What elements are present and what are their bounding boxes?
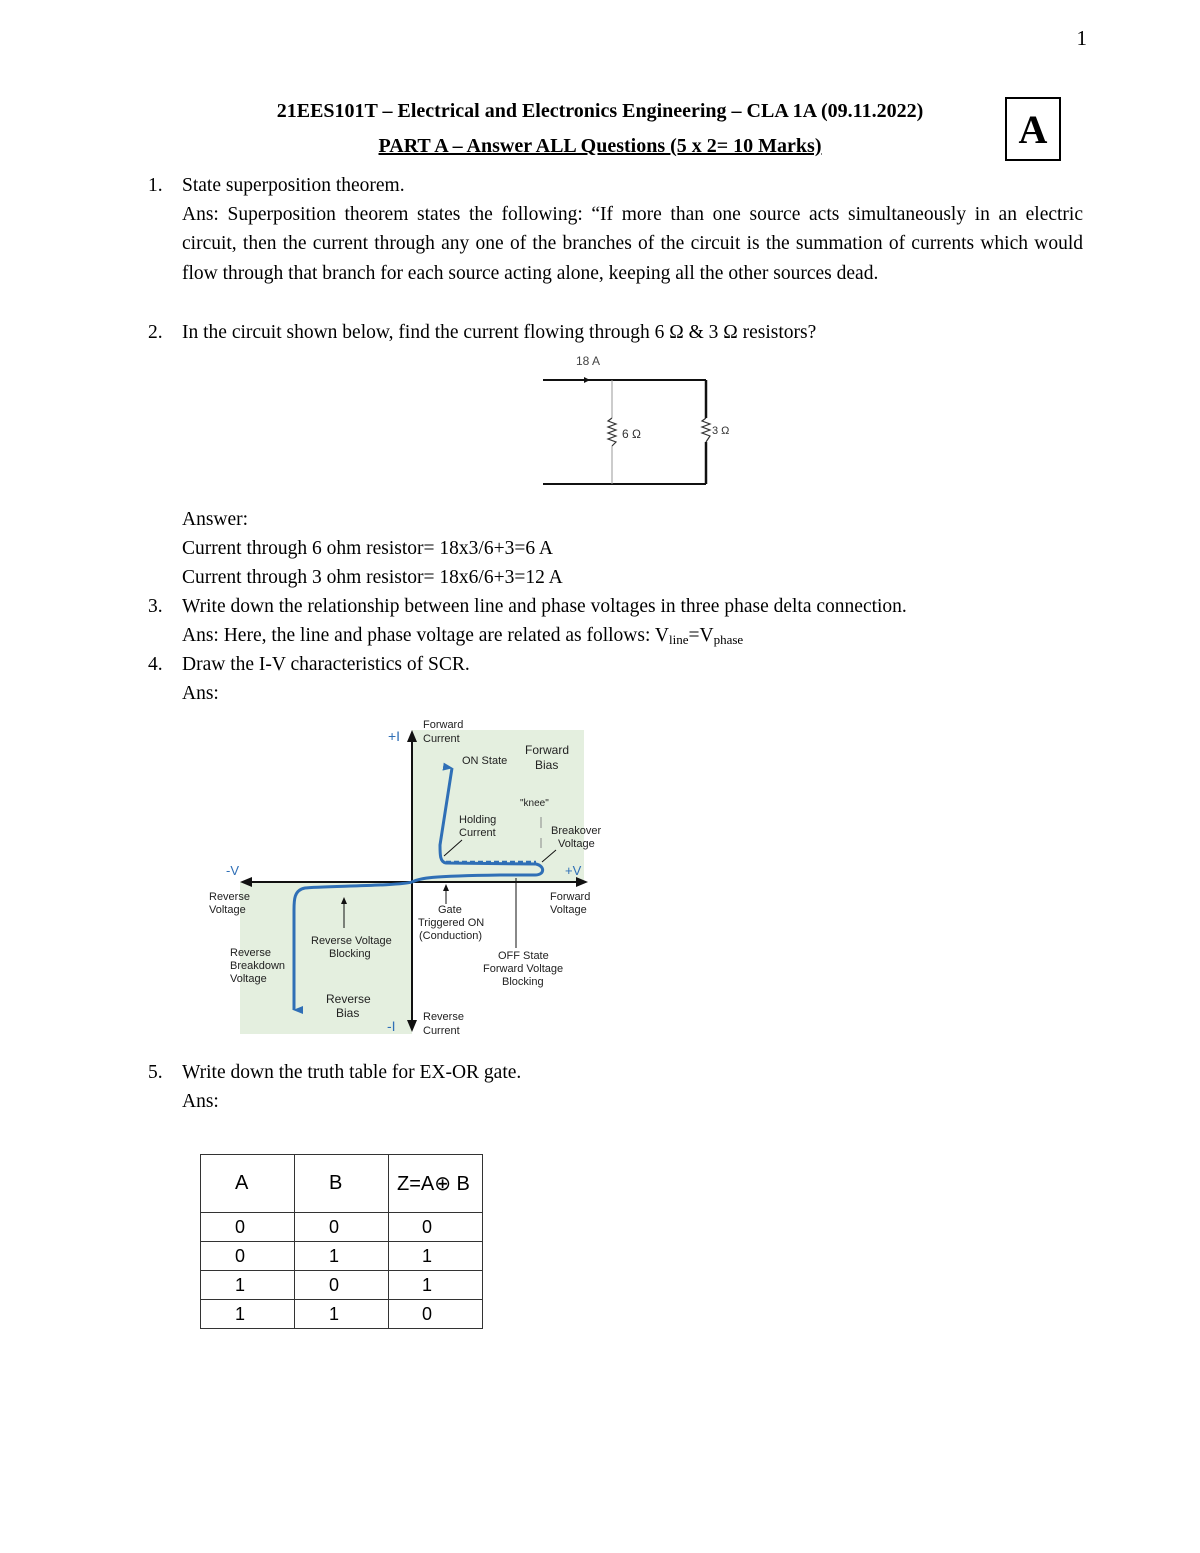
reverse-breakdown-label-3: Voltage xyxy=(230,973,267,985)
q3-question: Write down the relationship between line and phase voltages in three phase delta connection. xyxy=(182,596,907,617)
reverse-current-label-1: Reverse xyxy=(423,1011,464,1023)
header-b: B xyxy=(295,1155,389,1213)
resistor-6-ohm-icon xyxy=(608,418,616,446)
q5-answer-label: Ans: xyxy=(182,1091,219,1112)
forward-voltage-label-2: Voltage xyxy=(550,904,587,916)
on-state-label: ON State xyxy=(462,755,508,767)
knee-label: "knee" xyxy=(520,798,549,809)
q1-answer: Ans: Superposition theorem states the following: “If more than one source acts simultaneously in an electric circuit, then the current through any one of the branches of the circuit is the summation of currents which would flow through that branch for each source acting alone, keeping all the other sources dead. xyxy=(182,204,1083,284)
current-arrow-icon xyxy=(584,377,590,383)
reverse-bias-label-2: Bias xyxy=(336,1006,360,1020)
cell-b: 1 xyxy=(295,1242,389,1271)
exam-title: 21EES101T – Electrical and Electronics Engineering – CLA 1A (09.11.2022) xyxy=(276,100,924,122)
off-state-label-1: OFF State xyxy=(498,950,549,962)
part-heading: PART A – Answer ALL Questions (5 x 2= 10 Marks) xyxy=(378,135,822,157)
table-row xyxy=(201,1271,483,1300)
table-header-row xyxy=(201,1155,483,1213)
cell-z: 0 xyxy=(389,1300,483,1329)
reverse-voltage-label-2: Voltage xyxy=(209,904,246,916)
page-number: 1 xyxy=(1076,26,1087,50)
question-set-box: A xyxy=(1005,97,1061,161)
cell-z: 1 xyxy=(389,1242,483,1271)
plus-i-label: +I xyxy=(388,728,401,744)
q1-question: State superposition theorem. xyxy=(182,175,405,196)
cell-b: 0 xyxy=(295,1271,389,1300)
off-state-label-2: Forward Voltage xyxy=(483,963,564,975)
cell-b: 0 xyxy=(295,1213,389,1242)
gate-triggered-label-2: Triggered ON xyxy=(418,917,485,929)
gate-triggered-label-3: (Conduction) xyxy=(419,930,482,942)
exor-truth-table xyxy=(200,1154,483,1329)
q3-answer: Ans: Here, the line and phase voltage are related as follows: $V_{line}=V_{phase}$ xyxy=(182,625,744,647)
circuit-source-label: 18 A xyxy=(576,354,601,368)
holding-current-label-1: Holding xyxy=(459,814,497,826)
off-state-label-3: Blocking xyxy=(502,976,544,988)
gate-pointer-arrow-icon xyxy=(443,884,449,891)
breakover-voltage-label-1: Breakover xyxy=(551,825,602,837)
gate-triggered-label-1: Gate xyxy=(438,904,462,916)
cell-z: 0 xyxy=(389,1213,483,1242)
table-row xyxy=(201,1213,483,1242)
circuit-diagram xyxy=(540,348,750,490)
forward-bias-label-1: Forward xyxy=(525,743,570,757)
q2-question: In the circuit shown below, find the current flowing through 6 Ω & 3 Ω resistors? xyxy=(182,322,817,343)
forward-current-label-1: Forward xyxy=(423,719,464,731)
q5-number: 5. xyxy=(148,1062,163,1083)
scr-iv-characteristics-figure xyxy=(200,712,610,1040)
cell-a: 0 xyxy=(201,1213,295,1242)
resistor-3-ohm-icon xyxy=(702,418,710,442)
forward-voltage-label-1: Forward xyxy=(550,891,591,903)
resistor-3-ohm-label: 3 Ω xyxy=(712,425,730,437)
q4-number: 4. xyxy=(148,654,163,675)
cell-a: 1 xyxy=(201,1300,295,1329)
cell-z: 1 xyxy=(389,1271,483,1300)
resistor-6-ohm-label: 6 Ω xyxy=(622,427,641,441)
q4-question: Draw the I-V characteristics of SCR. xyxy=(182,654,470,675)
table-row xyxy=(201,1300,483,1329)
q1-number: 1. xyxy=(148,175,163,196)
header-a: A xyxy=(201,1155,295,1213)
forward-current-label-2: Current xyxy=(423,733,460,745)
reverse-voltage-blocking-label-1: Reverse Voltage xyxy=(311,935,392,947)
holding-current-label-2: Current xyxy=(459,827,496,839)
q4-answer-label: Ans: xyxy=(182,683,219,704)
forward-bias-label-2: Bias xyxy=(535,758,559,772)
minus-i-label: -I xyxy=(387,1018,396,1034)
q2-answer-label: Answer: xyxy=(182,509,249,530)
q2-answer-line-1: Current through 6 ohm resistor= 18x3/6+3=6 A xyxy=(182,538,553,559)
reverse-breakdown-label-1: Reverse xyxy=(230,947,271,959)
q5-question: Write down the truth table for EX-OR gate. xyxy=(182,1062,522,1083)
breakover-voltage-label-2: Voltage xyxy=(558,838,595,850)
q3-number: 3. xyxy=(148,596,163,617)
plus-v-label: +V xyxy=(565,863,582,878)
table-row xyxy=(201,1242,483,1271)
q2-answer-line-2: Current through 3 ohm resistor= 18x6/6+3=12 A xyxy=(182,567,563,588)
reverse-bias-label-1: Reverse xyxy=(326,992,371,1006)
minus-v-label: -V xyxy=(226,863,239,878)
reverse-breakdown-label-2: Breakdown xyxy=(230,960,286,972)
reverse-current-label-2: Current xyxy=(423,1025,460,1037)
cell-a: 0 xyxy=(201,1242,295,1271)
reverse-voltage-label-1: Reverse xyxy=(209,891,250,903)
q2-number: 2. xyxy=(148,322,163,343)
reverse-voltage-blocking-label-2: Blocking xyxy=(329,948,371,960)
header-z: Z=A⊕ B xyxy=(389,1155,483,1213)
cell-b: 1 xyxy=(295,1300,389,1329)
cell-a: 1 xyxy=(201,1271,295,1300)
